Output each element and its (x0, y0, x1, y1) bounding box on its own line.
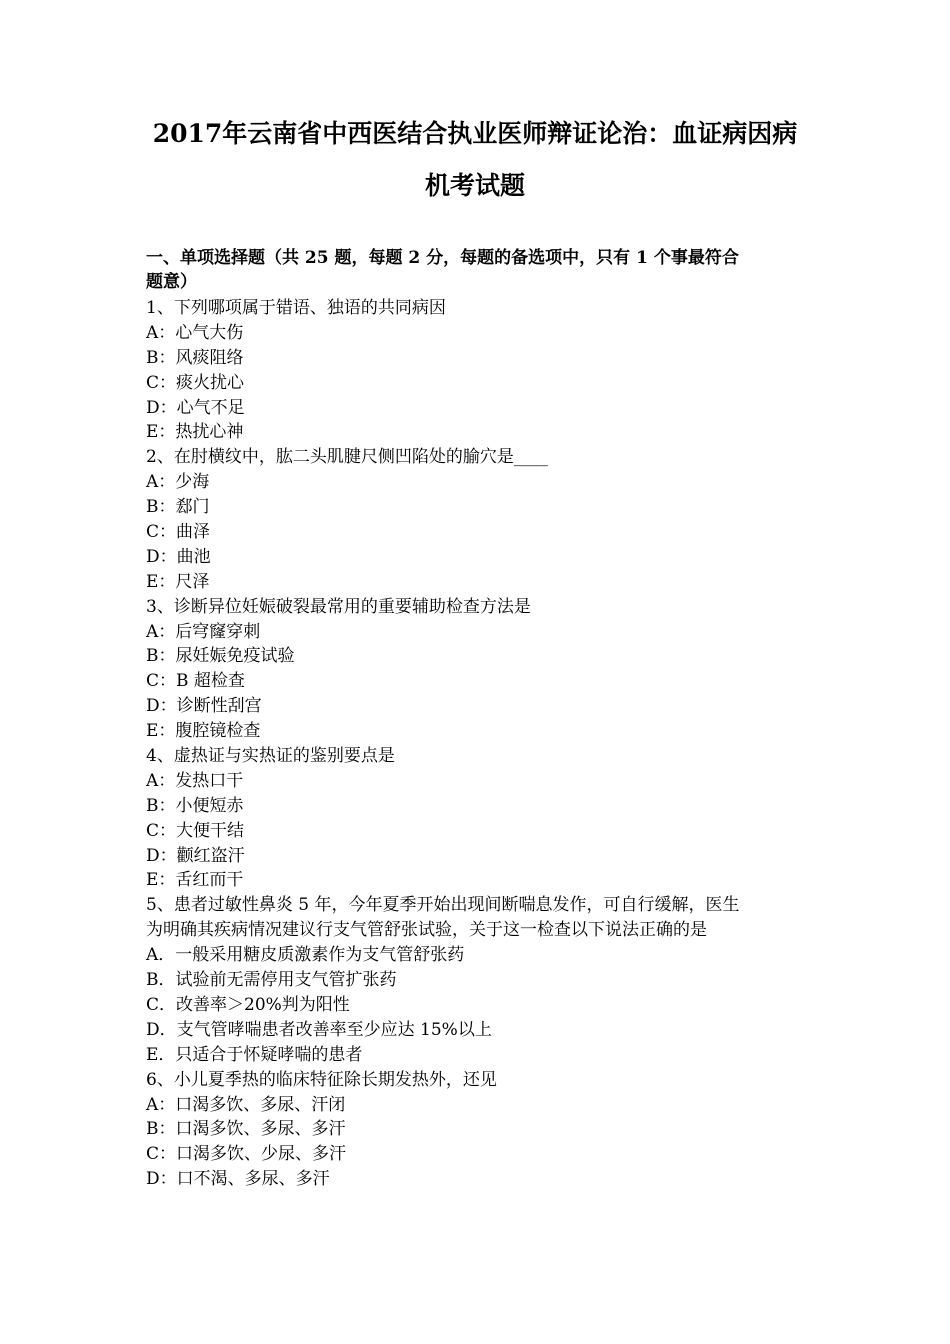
text-line: D：颧红盗汗 (146, 845, 245, 866)
text-line: B：口渴多饮、多尿、多汗 (146, 1119, 346, 1140)
section-heading-line-1: 一、单项选择题（共 25 题，每题 2 分，每题的备选项中，只有 1 个事最符合 (146, 248, 739, 268)
text-line: B．试验前无需停用支气管扩张药 (146, 970, 397, 991)
text-line: D：心气不足 (146, 397, 245, 418)
text-line: A：口渴多饮、多尿、汗闭 (146, 1094, 346, 1115)
text-line: 5、患者过敏性鼻炎 5 年，今年夏季开始出现间断喘息发作，可自行缓解，医生 (146, 895, 740, 916)
document-title-line-2: 机考试题 (424, 171, 525, 200)
section-heading-line-2: 题意） (146, 272, 197, 292)
text-line: 为明确其疾病情况建议行支气管舒张试验，关于这一检查以下说法正确的是 (146, 920, 707, 941)
text-line: 6、小儿夏季热的临床特征除长期发热外，还见 (146, 1069, 497, 1090)
text-line: C：B 超检查 (146, 671, 245, 692)
text-line: A．一般采用糖皮质激素作为支气管舒张药 (146, 945, 465, 966)
text-line: D：诊断性刮宫 (146, 696, 262, 717)
text-line: B：风痰阻络 (146, 347, 244, 368)
text-line: A：发热口干 (146, 770, 244, 791)
text-line: C：痰火扰心 (146, 372, 245, 393)
text-line: B：郄门 (146, 497, 210, 518)
text-line: E：腹腔镜检查 (146, 721, 261, 742)
text-line: D：曲池 (146, 546, 211, 567)
text-line: A：少海 (146, 472, 210, 493)
text-line: 2、在肘横纹中，肱二头肌腱尺侧凹陷处的腧穴是____ (146, 447, 548, 468)
text-line: A：心气大伤 (146, 322, 244, 343)
document-title-line-1: 2017年云南省中西医结合执业医师辩证论治：血证病因病 (152, 119, 798, 148)
text-line: C：大便干结 (146, 820, 245, 841)
text-line: C：口渴多饮、少尿、多汗 (146, 1144, 347, 1165)
text-line: C：曲泽 (146, 522, 211, 543)
text-line: C．改善率＞20%判为阳性 (146, 994, 350, 1015)
text-line: E：热扰心神 (146, 422, 244, 443)
section-heading (146, 246, 806, 294)
text-line: D：口不渴、多尿、多汗 (146, 1169, 330, 1190)
text-line: 3、诊断异位妊娠破裂最常用的重要辅助检查方法是 (146, 596, 531, 617)
text-line: B：尿妊娠免疫试验 (146, 646, 295, 667)
text-line: 1、下列哪项属于错语、独语的共同病因 (146, 298, 446, 318)
text-line: D．支气管哮喘患者改善率至少应达 15%以上 (146, 1019, 492, 1040)
text-line: E：舌红而干 (146, 870, 244, 891)
text-line: A：后穹窿穿刺 (146, 621, 261, 642)
text-line: 4、虚热证与实热证的鉴别要点是 (146, 746, 395, 767)
text-line: B：小便短赤 (146, 795, 244, 816)
text-line: E．只适合于怀疑哮喘的患者 (146, 1044, 363, 1065)
text-line: E：尺泽 (146, 571, 210, 592)
question-list (146, 296, 826, 1192)
